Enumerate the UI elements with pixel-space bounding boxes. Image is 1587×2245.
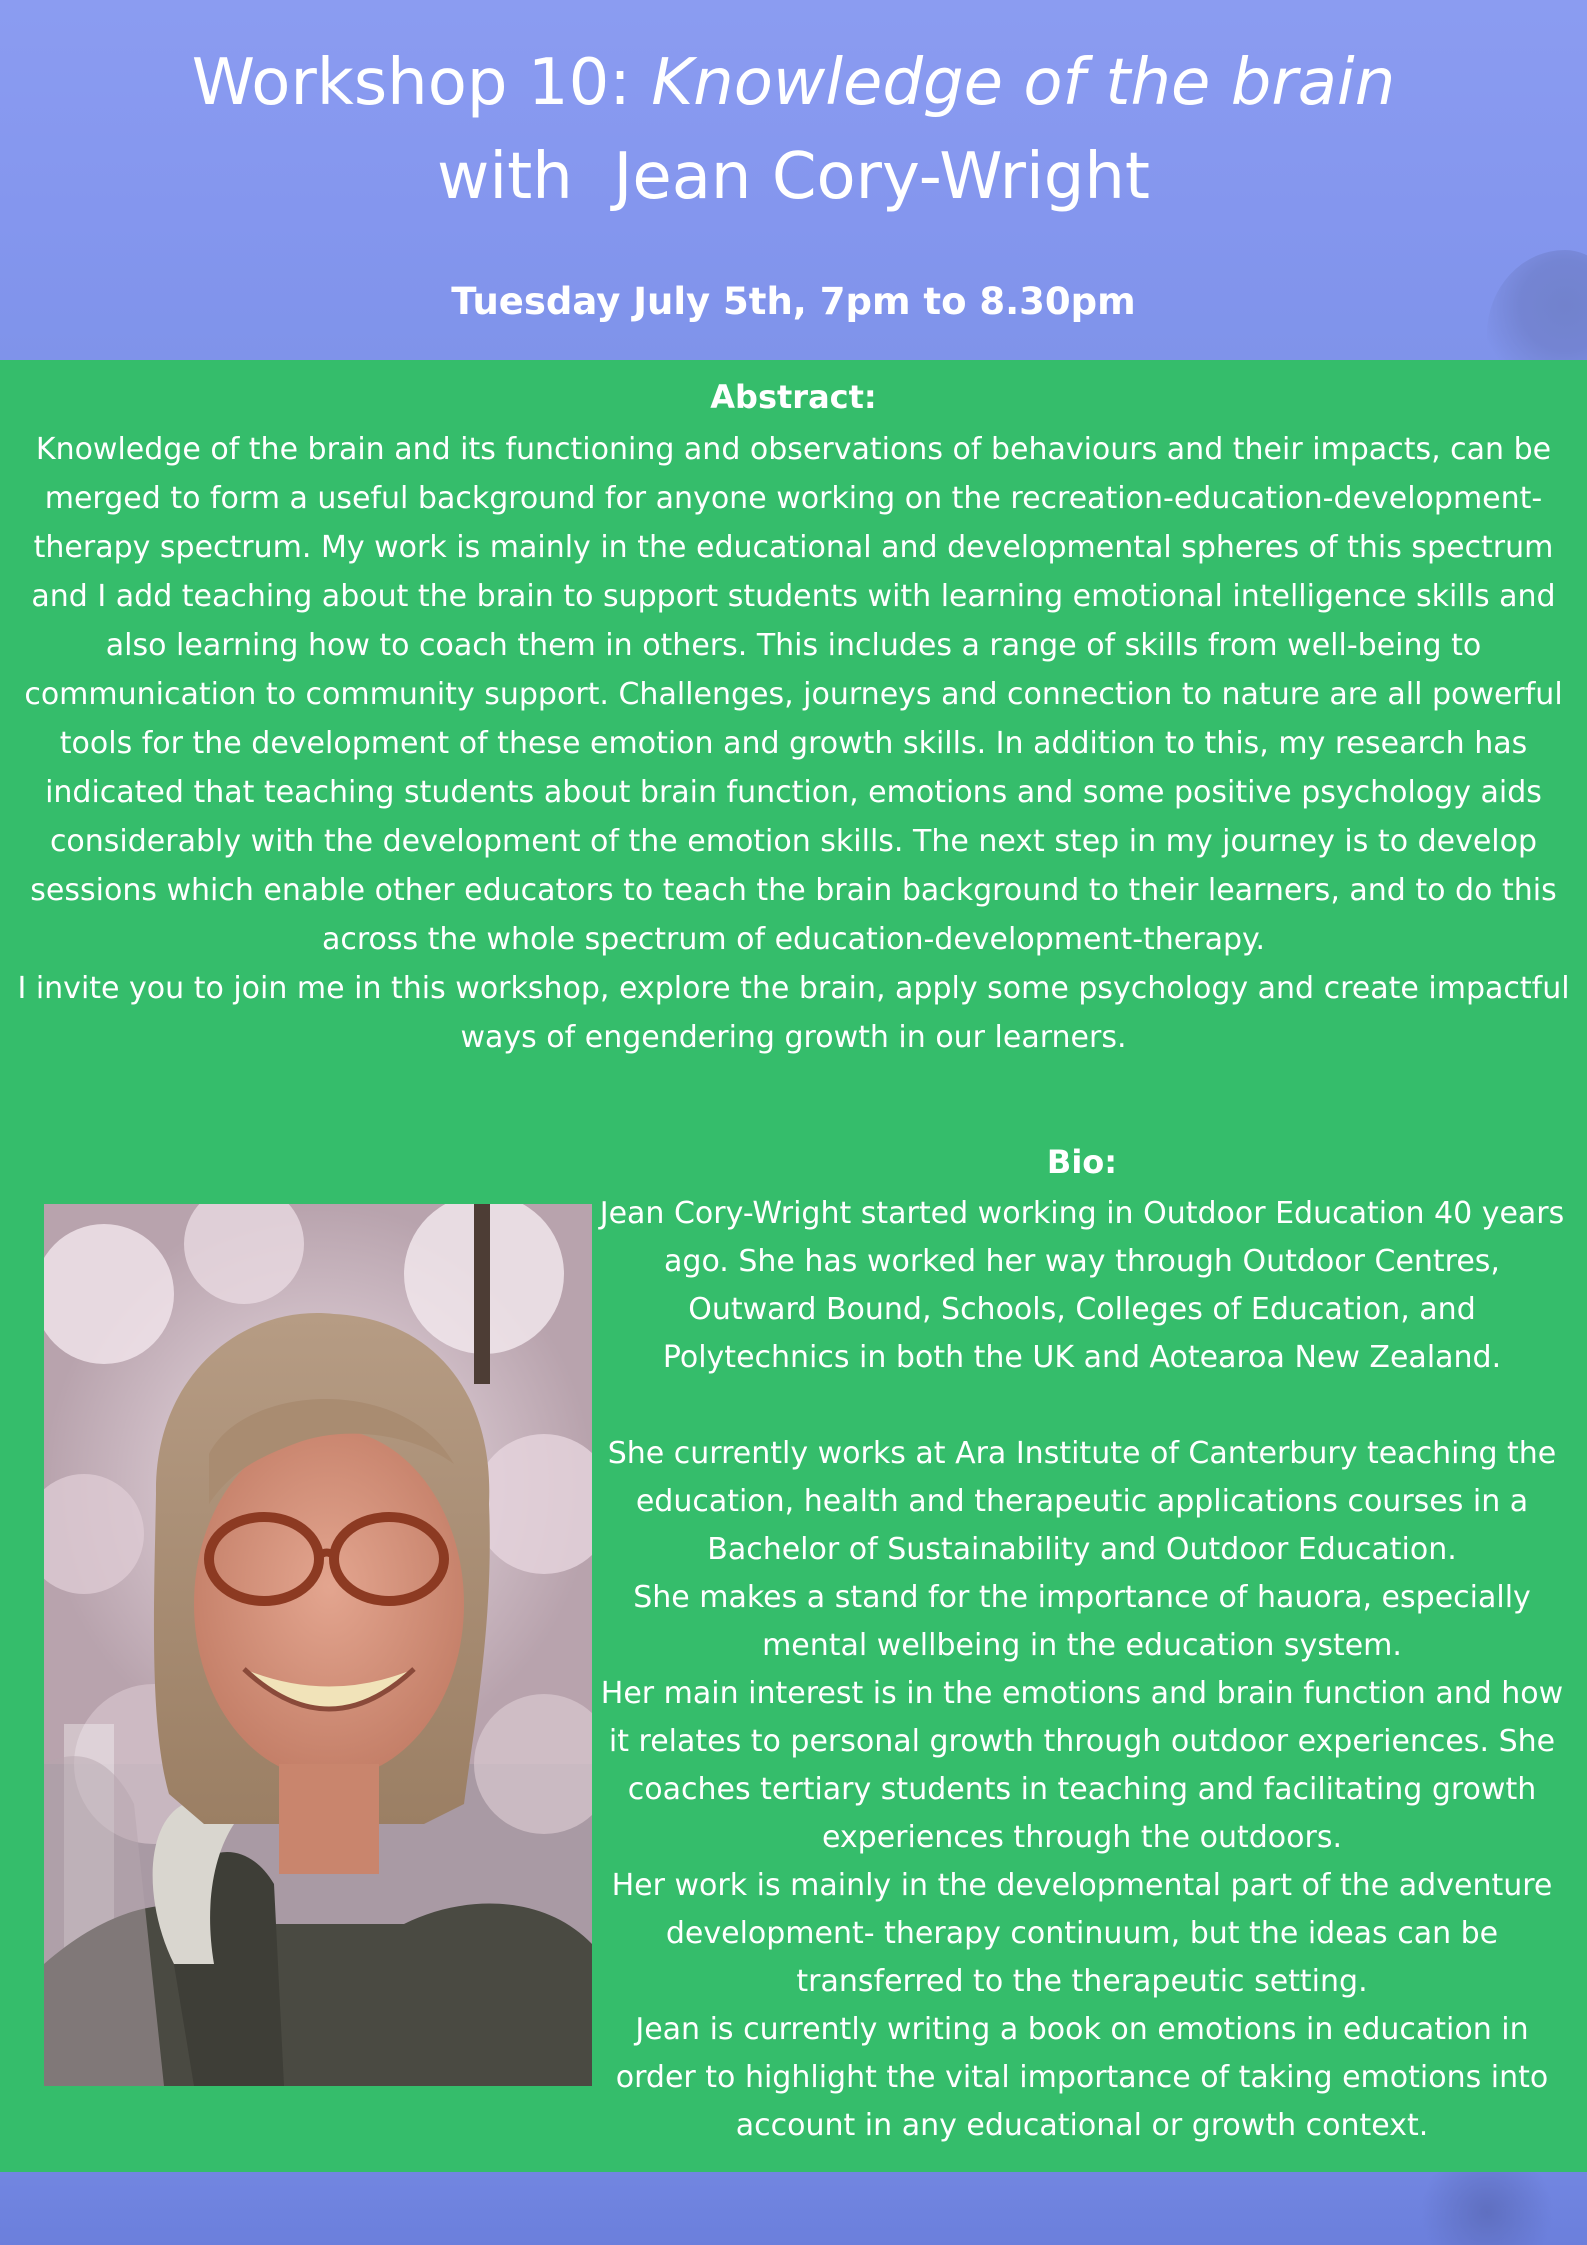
bio-paragraph: Jean Cory-Wright started working in Outdoor Education 40 years ago. She has worked her way through Outdoor Centres, Outward Bound, Schools, Colleges of Education, and Polytechnics in both the UK and Aotearoa New Zealand. [599,1196,1565,1375]
abstract-body [8,425,1579,1062]
title-prefix: Workshop 10: [191,46,652,120]
bio-paragraph: She currently works at Ara Institute of Canterbury teaching the education, health and therapeutic applications courses in a Bachelor of Sustainability and Outdoor Education. [607,1436,1557,1567]
bio-body [596,1190,1568,2150]
bio-paragraph: Her main interest is in the emotions and brain function and how it relates to personal growth through outdoor experiences. She coaches tertiary students in teaching and facilitating growth experiences through the outdoors. [600,1676,1564,1855]
title-topic: Knowledge of the brain [651,46,1396,120]
bio-paragraph: She makes a stand for the importance of hauora, especially mental wellbeing in the education system. [633,1580,1531,1663]
presenter-photo [44,1204,592,2086]
abstract-heading: Abstract: [710,378,877,416]
paragraph-gap [596,1382,1568,1430]
title-presenter: with Jean Cory-Wright [436,140,1151,214]
workshop-date: Tuesday July 5th, 7pm to 8.30pm [451,280,1136,323]
abstract-paragraph: Knowledge of the brain and its functioning and observations of behaviours and their impacts, can be merged to form a useful background for anyone working on the recreation-education-development-therapy spectrum. My work is mainly in the educational and developmental spheres of this spectrum and I add teaching about the brain to support students with learning emotional intelligence skills and also learning how to coach them in others. This includes a range of skills from well-being to communication to community support. Challenges, journeys and connection to nature are all powerful tools for the development of these emotion and growth skills. In addition to this, my research has indicated that teaching students about brain function, emotions and some positive psychology aids considerably with the development of the emotion skills. The next step in my journey is to develop sessions which enable other educators to teach the brain background to their learners, and to do this across the whole spectrum of education-development-therapy. [24,432,1563,957]
footer-band [0,2172,1587,2245]
bio-heading: Bio: [1046,1143,1118,1181]
tree-silhouette [1407,2172,1567,2245]
abstract-paragraph: I invite you to join me in this workshop, explore the brain, apply some psychology and create impactful ways of engendering growth in our learners. [17,971,1570,1055]
bio-paragraph: Jean is currently writing a book on emotions in education in order to highlight the vital importance of taking emotions into account in any educational or growth context. [615,2012,1549,2143]
bio-paragraph: Her work is mainly in the developmental part of the adventure development- therapy continuum, but the ideas can be transferred to the therapeutic setting. [611,1868,1553,1999]
workshop-title [0,36,1587,224]
